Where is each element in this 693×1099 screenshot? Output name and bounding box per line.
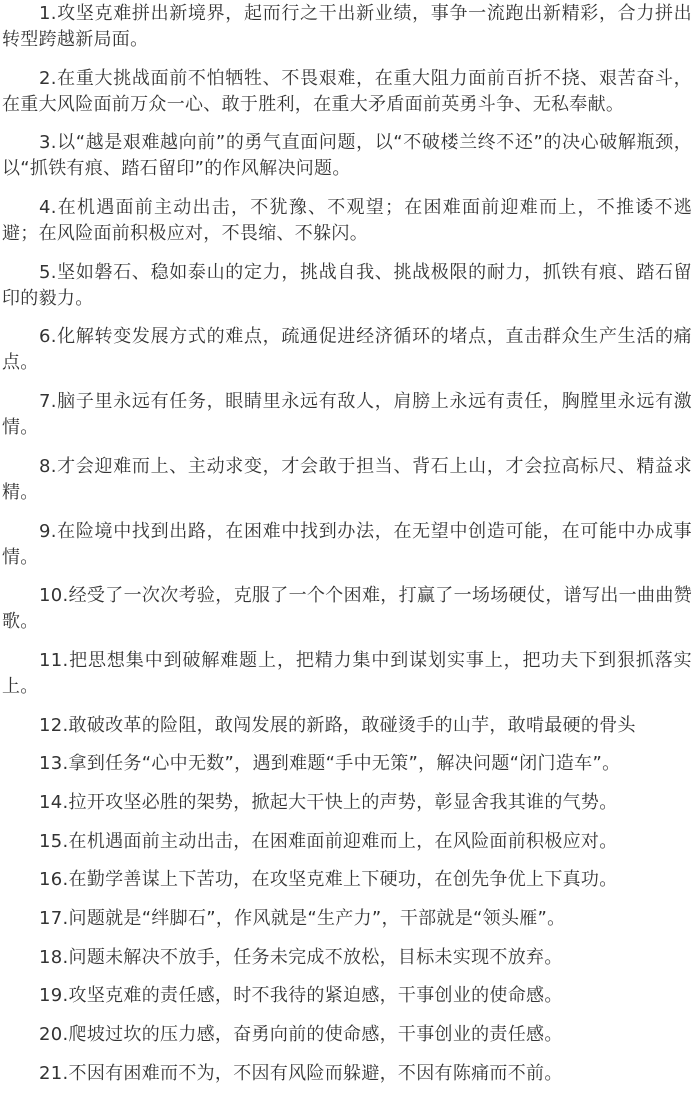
document-body [2, 0, 692, 1099]
paragraph-15: 15.在机遇面前主动出击，在困难面前迎难而上，在风险面前积极应对。 [39, 830, 618, 852]
paragraph-9: 9.在险境中找到出路，在困难中找到办法，在无望中创造可能，在可能中办成事情。 [2, 520, 692, 568]
paragraph-7: 7.脑子里永远有任务，眼睛里永远有敌人，肩膀上永远有责任，胸膛里永远有激情。 [2, 391, 692, 439]
paragraph-8: 8.才会迎难而上、主动求变，才会敢于担当、背石上山，才会拉高标尺、精益求精。 [2, 455, 692, 503]
paragraph-11: 11.把思想集中到破解难题上，把精力集中到谋划实事上，把功夫下到狠抓落实上。 [2, 649, 692, 697]
paragraph-10: 10.经受了一次次考验，克服了一个个困难，打赢了一场场硬仗，谱写出一曲曲赞歌。 [2, 585, 692, 633]
paragraph-20: 20.爬坡过坎的压力感，奋勇向前的使命感，干事创业的责任感。 [39, 1024, 563, 1046]
paragraph-4: 4.在机遇面前主动出击，不犹豫、不观望；在困难面前迎难而上，不推诿不逃避；在风险面前积极应对，不畏缩、不躲闪。 [2, 197, 692, 245]
paragraph-17: 17.问题就是“绊脚石”，作风就是“生产力”，干部就是“领头雁”。 [39, 908, 566, 929]
paragraph-13: 13.拿到任务“心中无数”，遇到难题“手中无策”，解决问题“闭门造车”。 [39, 753, 621, 775]
paragraph-14: 14.拉开攻坚必胜的架势，掀起大干快上的声势，彰显舍我其谁的气势。 [39, 791, 618, 813]
paragraph-19: 19.攻坚克难的责任感，时不我待的紧迫感，干事创业的使命感。 [39, 985, 563, 1007]
paragraph-18: 18.问题未解决不放手，任务未完成不放松，目标未实现不放弃。 [39, 946, 563, 968]
paragraph-1: 1.攻坚克难拼出新境界，起而行之干出新业绩，事争一流跑出新精彩，合力拼出转型跨越新局面。 [2, 3, 692, 50]
paragraph-12: 12.敢破改革的险阻，敢闯发展的新路，敢碰烫手的山芋，敢啃最硬的骨头 [39, 714, 636, 736]
paragraph-2: 2.在重大挑战面前不怕牺牲、不畏艰难，在重大阻力面前百折不挠、艰苦奋斗，在重大风险面前万众一心、敢于胜利，在重大矛盾面前英勇斗争、无私奉献。 [2, 67, 692, 115]
paragraph-6: 6.化解转变发展方式的难点，疏通促进经济循环的堵点，直击群众生产生活的痛点。 [2, 326, 692, 374]
paragraph-3: 3.以“越是艰难越向前”的勇气直面问题，以“不破楼兰终不还”的决心破解瓶颈，以“抓铁有痕、踏石留印”的作风解决问题。 [2, 132, 692, 180]
paragraph-16: 16.在勤学善谋上下苦功，在攻坚克难上下硬功，在创先争优上下真功。 [39, 869, 618, 891]
paragraph-5: 5.坚如磐石、稳如泰山的定力，挑战自我、挑战极限的耐力，抓铁有痕、踏石留印的毅力。 [2, 261, 692, 309]
paragraph-21: 21.不因有困难而不为，不因有风险而躲避，不因有陈痛而不前。 [39, 1062, 563, 1084]
